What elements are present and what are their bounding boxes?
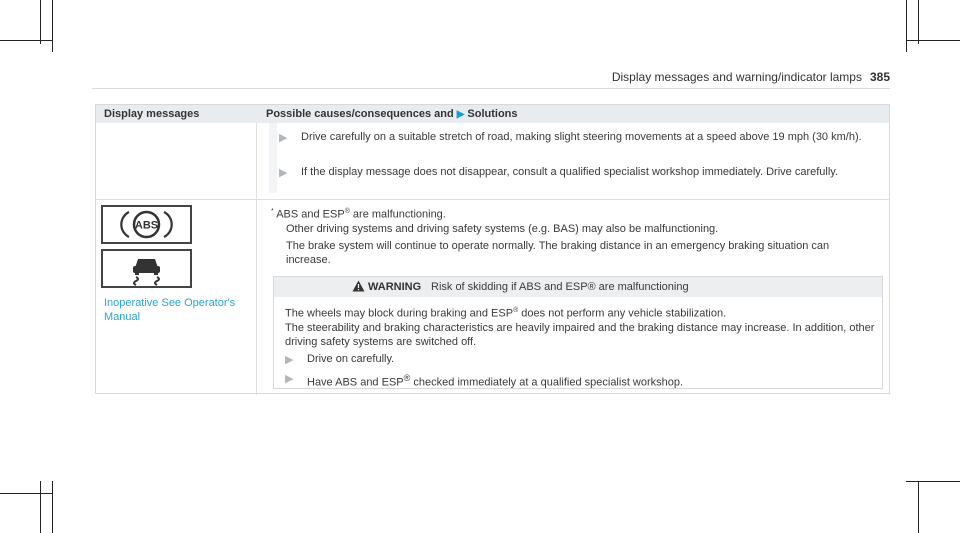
warning-triangle-icon — [352, 280, 365, 295]
warning-header — [274, 277, 882, 297]
header-solutions-text: Solutions — [467, 108, 518, 120]
solution-step-margin — [269, 123, 277, 193]
solution-step — [279, 130, 869, 144]
warning-step-2b: checked immediately at a qualified specialist workshop. — [410, 376, 684, 389]
cause-text-b: are malfunctioning. — [349, 208, 446, 221]
svg-text:ABS: ABS — [134, 219, 159, 232]
registered-mark: ® — [513, 307, 519, 314]
warning-box — [273, 276, 883, 389]
bullet-arrow-icon: ▶ — [285, 354, 294, 366]
header-rule — [92, 88, 890, 89]
running-head-title: Display messages and warning/indicator lamps — [611, 70, 862, 84]
warning-title: WARNING — [368, 281, 422, 293]
bullet-arrow-icon: ▶ — [279, 132, 288, 144]
column-divider — [256, 123, 257, 395]
brake-system-text: The brake system will continue to operate normally. The braking distance in an emergency braking situation can increase. — [286, 240, 830, 266]
solution-step-text: Drive carefully on a suitable stretch of road, making slight steering movements at a speed above 19 mph (30 km/h). — [301, 131, 862, 143]
crop-mark — [52, 481, 53, 533]
cause-text — [271, 205, 881, 222]
warning-subject: Risk of skidding if ABS and ESP® are malfunctioning — [431, 281, 689, 293]
warning-p1a: The wheels may block during braking and ESP — [285, 307, 514, 320]
solution-step-text: If the display message does not disappear, consult a qualified specialist workshop immediately. Drive carefully. — [301, 166, 839, 178]
crop-mark — [906, 40, 960, 41]
table-header — [96, 105, 889, 123]
crop-mark — [906, 0, 907, 52]
crop-mark — [918, 0, 919, 44]
bullet-arrow-icon: ▶ — [285, 373, 294, 385]
esp-skid-icon — [101, 249, 192, 288]
warning-step-text: Drive on carefully. — [307, 353, 395, 365]
warning-step-text — [285, 371, 875, 390]
registered-mark: ® — [344, 208, 350, 215]
cause-text-a: ABS and ESP — [276, 208, 345, 221]
warning-step — [285, 371, 875, 390]
crop-mark — [52, 0, 53, 52]
running-head — [612, 70, 890, 84]
crop-mark — [0, 493, 52, 494]
row-divider — [96, 199, 889, 200]
warning-step — [285, 352, 875, 366]
warning-p1b: does not perform any vehicle stabilization. — [518, 307, 727, 320]
crop-mark — [40, 0, 41, 44]
header-causes-solutions — [266, 108, 518, 120]
crop-mark — [0, 40, 52, 41]
crop-mark — [40, 481, 41, 533]
registered-mark: ® — [403, 373, 411, 383]
footnote-marker: * — [271, 208, 274, 215]
warning-paragraph: The steerability and braking characteristics are heavily impaired and the braking distance may increase. In addition, other driving safety systems are switched off. — [285, 322, 875, 348]
header-display-messages: Display messages — [104, 108, 200, 120]
crop-mark — [906, 481, 960, 482]
warning-paragraph — [285, 304, 875, 321]
warning-step-2a: Have ABS and ESP — [307, 376, 404, 389]
bullet-arrow-icon: ▶ — [279, 167, 288, 179]
inoperative-label: Inoperative See Operator's Manual — [104, 297, 236, 323]
crop-mark — [918, 481, 919, 533]
other-systems-text: Other driving systems and driving safety systems (e.g. BAS) may also be malfunctioning. — [286, 223, 719, 235]
arrow-icon: ▶ — [456, 109, 465, 120]
abs-warning-icon — [101, 205, 192, 244]
display-messages-table — [95, 104, 890, 394]
solution-step — [279, 165, 869, 179]
page-number: 385 — [869, 70, 890, 84]
header-causes-text: Possible causes/consequences and — [266, 108, 454, 120]
